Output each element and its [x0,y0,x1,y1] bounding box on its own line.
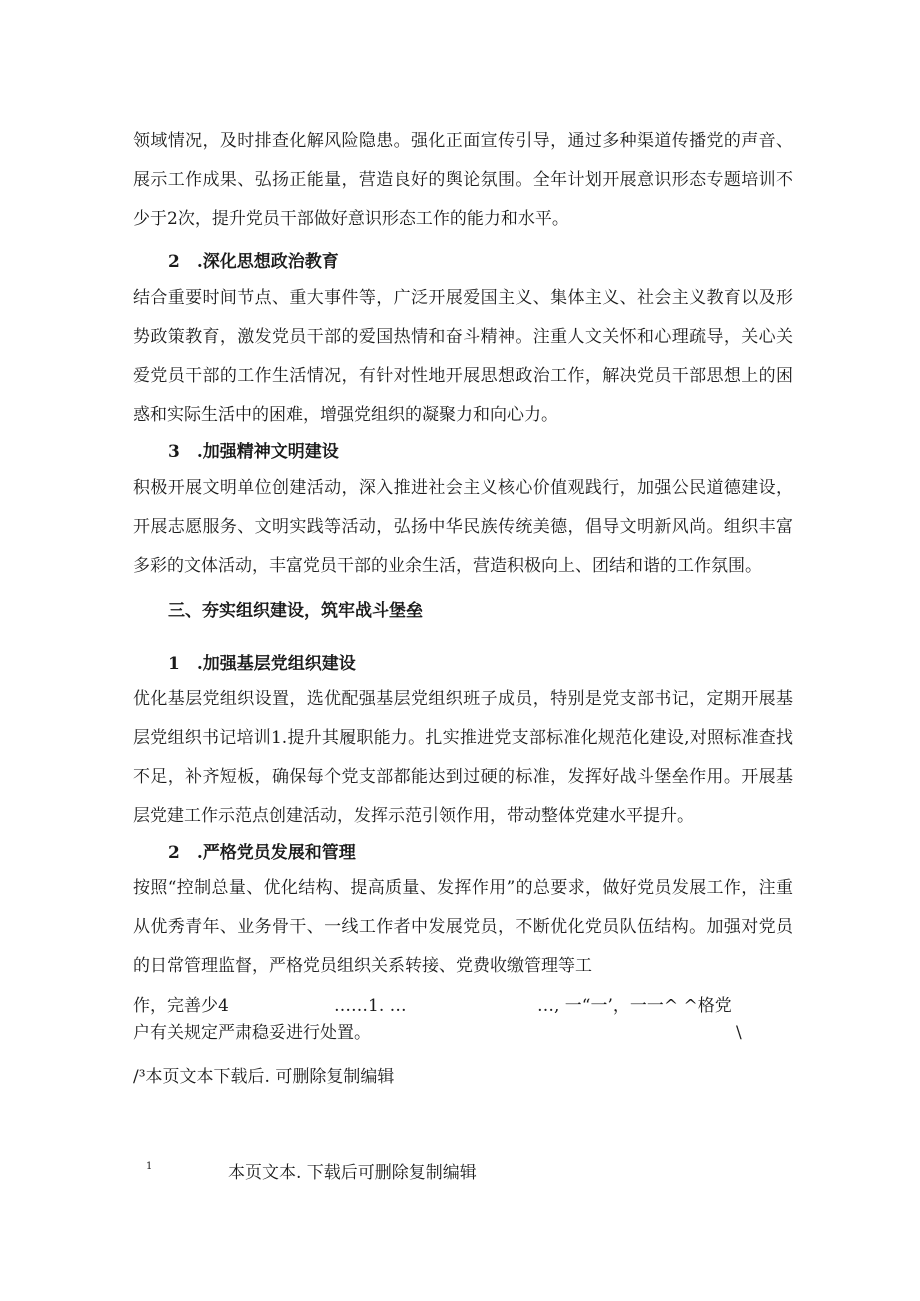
garbled-text-fragment: 作，完善少4 [133,996,229,1016]
garbled-text-fragment: …, 一“一’，一一^ ^格党 [537,996,732,1016]
footnote-number: 1 [146,1161,153,1172]
footnote-text: 本页文本. 下载后可删除复制编辑 [228,1163,477,1183]
heading-grassroots-organization: 1 .加强基层党组织建设 [168,654,356,674]
paragraph-ideology-risk: 领域情况，及时排查化解风险隐患。强化正面宣传引导，通过多种渠道传播党的声音、展示工作成果、弘扬正能量，营造良好的舆论氛围。全年计划开展意识形态专题培训不少于2次，提升党员干部做好意识形态工作的能力和水平。 [133,131,793,229]
heading-spiritual-civilization: 3 .加强精神文明建设 [168,442,339,462]
paragraph-political-education: 结合重要时间节点、重大事件等，广泛开展爱国主义、集体主义、社会主义教育以及形势政策教育，激发党员干部的爱国热情和奋斗精神。注重人文关怀和心理疏导，关心关爱党员干部的工作生活情况，有针对性地开展思想政治工作，解决党员干部思想上的困惑和实际生活中的困难，增强党组织的凝聚力和向心力。 [133,288,793,425]
garbled-text-fragment: 户有关规定严肃稳妥进行处置。 [133,1023,371,1043]
garbled-text-fragment: \ [736,1023,742,1043]
paragraph-spiritual-civilization: 积极开展文明单位创建活动，深入推进社会主义核心价值观践行，加强公民道德建设，开展志愿服务、文明实践等活动，弘扬中华民族传统美德，倡导文明新风尚。组织丰富多彩的文体活动，丰富党员干部的业余生活，营造积极向上、团结和谐的工作氛围。 [133,478,793,576]
heading-member-management: 2 .严格党员发展和管理 [168,843,356,863]
heading-political-education: 2 .深化思想政治教育 [168,252,339,272]
paragraph-grassroots-organization: 优化基层党组织设置，选优配强基层党组织班子成员，特别是党支部书记，定期开展基层党组织书记培训1.提升其履职能力。扎实推进党支部标准化规范化建设,对照标准查找不足，补齐短板，确保每个党支部都能达到过硬的标准，发挥好战斗堡垒作用。开展基层党建工作示范点创建活动，发挥示范引领作用，带动整体党建水平提升。 [133,689,793,826]
download-note: /³本页文本下载后. 可删除复制编辑 [133,1067,395,1087]
section-heading-organization: 三、夯实组织建设，筑牢战斗堡垒 [168,601,423,621]
garbled-text-fragment: ……1. … [334,996,407,1016]
paragraph-member-management: 按照“控制总量、优化结构、提高质量、发挥作用”的总要求，做好党员发展工作，注重从优秀青年、业务骨干、一线工作者中发展党员，不断优化党员队伍结构。加强对党员的日常管理监督，严格党员组织关系转接、党费收缴管理等工 [133,878,793,976]
